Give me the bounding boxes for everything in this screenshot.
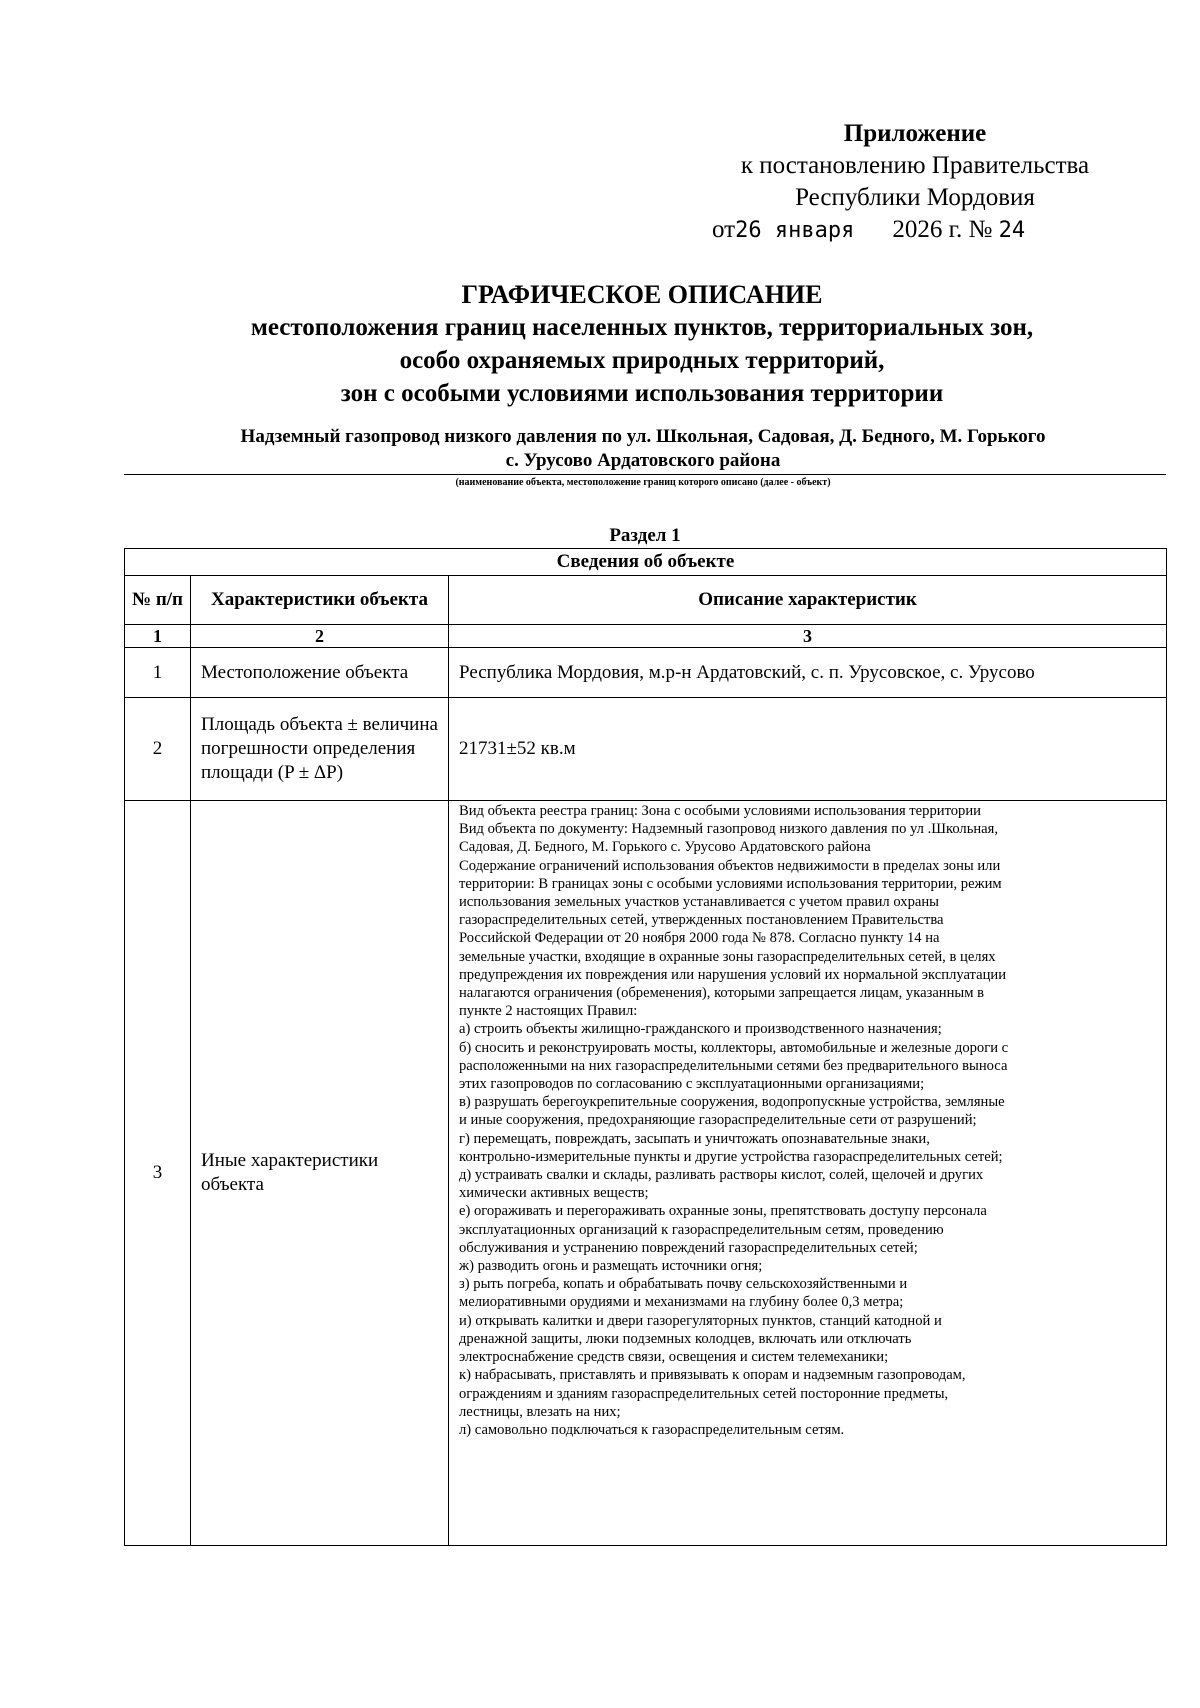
section-title: Раздел 1 [609,525,681,546]
description-line: Вид объекта реестра границ: Зона с особыми условиями использования территории [459,803,981,819]
description-line: ж) разводить огонь и размещать источники огня; [459,1258,763,1275]
description-line: ограждениям и зданиям газораспределительных сетей посторонние предметы, [459,1385,949,1402]
annex-block [700,118,1130,247]
table-row [125,648,1167,698]
description-line: а) строить объекты жилищно-гражданского и производственного назначения; [459,1021,942,1038]
header-characteristic: Характеристики объекта [191,576,449,625]
object-name [120,425,1166,473]
header-number: № п/п [125,576,191,625]
object-name-line-1: Надземный газопровод низкого давления по ул. Школьная, Садовая, Д. Бедного, М. Горького [240,426,1046,447]
heading-title: ГРАФИЧЕСКОЕ ОПИСАНИЕ [461,280,823,309]
description-line: и иные сооружения, предохраняющие газораспределительные сети от разрушений; [459,1112,977,1129]
index-cell: 1 [125,625,191,648]
table-caption: Сведения об объекте [125,549,1167,576]
description-line: эксплуатационных организаций к газораспределительным сетям, проведению [459,1221,944,1238]
description-line: территории: В границах зоны с особыми условиями использования территории, режим [459,875,1002,892]
row-characteristic: Иные характеристики объекта [191,801,449,1546]
heading-sub-1: местоположения границ населенных пунктов, территориальных зон, [250,314,1034,341]
annex-number-typed: 24 [998,218,1026,243]
heading-sub-2: особо охраняемых природных территорий, [399,347,885,374]
description-line: в) разрушать берегоукрепительные сооружения, водопропускные устройства, земляные [459,1094,1005,1111]
object-info-table [124,548,1167,1546]
description-line: предупреждения их повреждения или нарушения условий их нормальной эксплуатации [459,966,1007,983]
description-line: л) самовольно подключаться к газораспределительным сетям. [459,1421,845,1438]
row-number: 1 [125,648,191,698]
description-line: Вид объекта по документу: Надземный газопровод низкого давления по ул .Школьная, [459,821,999,838]
index-cell: 3 [449,625,1167,648]
row-characteristic: Местоположение объекта [191,648,449,698]
heading-sub-3: зон с особыми условиями использования территории [340,380,944,407]
table-header-row [125,576,1167,625]
row-description: Республика Мордовия, м.р-н Ардатовский, с. п. Урусовское, с. Урусово [449,648,1167,698]
description-line: земельные участки, входящие в охранные зоны газораспределительных сетей, в целях [459,948,996,965]
description-line: электроснабжение средств связи, освещения и систем телемеханики; [459,1349,889,1366]
row-description-long [449,801,1167,1546]
description-line: г) перемещать, повреждать, засыпать и уничтожать опознавательные знаки, [459,1130,930,1147]
description-line: химически активных веществ; [459,1185,649,1202]
annex-date-line [700,214,1130,247]
description-line: дренажной защиты, люки подземных колодцев, включать или отключать [459,1330,912,1347]
table-caption-row [125,549,1167,576]
description-line: обслуживания и устранению повреждений газораспределительных сетей; [459,1239,918,1256]
description-line: б) сносить и реконструировать мосты, коллекторы, автомобильные и железные дороги с [459,1039,1009,1056]
description-line: контрольно-измерительные пункты и другие устройства газораспределительных сетей; [459,1148,1003,1165]
annex-date-typed: 26 января [735,218,855,243]
description-line: Российской Федерации от 20 ноября 2000 года № 878. Согласно пункту 14 на [459,930,940,947]
table-row [125,801,1167,1546]
annex-year: 2026 г. № [892,216,993,243]
document-heading [0,278,1200,410]
description-line: и) открывать калитки и двери газорегуляторных пунктов, станций катодной и [459,1312,942,1329]
description-line: этих газопроводов по согласованию с эксплуатационными организациями; [459,1076,925,1093]
description-line: д) устраивать свалки и склады, разливать растворы кислот, солей, щелочей и других [459,1167,984,1184]
table-index-row [125,625,1167,648]
description-line: расположенными на них газораспределительными сетями без предварительного выноса [459,1057,1008,1074]
description-line: пункте 2 настоящих Правил: [459,1003,638,1020]
row-characteristic: Площадь объекта ± величина погрешности определения площади (P ± ΔP) [191,698,449,801]
description-line: з) рыть погреба, копать и обрабатывать почву сельскохозяйственными и [459,1276,908,1293]
description-line: мелиоративными орудиями и механизмами на глубину более 0,3 метра; [459,1294,904,1311]
object-caption: (наименование объекта, местоположение границ которого описано (далее - объект) [455,477,831,488]
description-line: к) набрасывать, приставлять и привязывать к опорам и надземным газопроводам, [459,1367,966,1384]
index-cell: 2 [191,625,449,648]
description-line: Садовая, Д. Бедного, М. Горького с. Урусово Ардатовского района [459,839,871,856]
object-underline [124,474,1166,475]
header-description: Описание характеристик [449,576,1167,625]
row-number: 3 [125,801,191,1546]
description-line: е) огораживать и перегораживать охранные зоны, препятствовать доступу персонала [459,1203,987,1220]
row-description: 21731±52 кв.м [449,698,1167,801]
description-line: использования земельных участков устанавливается с учетом правил охраны [459,894,939,911]
table-row [125,698,1167,801]
row-number: 2 [125,698,191,801]
annex-from: от [712,216,736,243]
annex-line-1: к постановлению Правительства [740,152,1090,179]
annex-line-2: Республики Мордовия [795,184,1035,211]
description-line: газораспределительных сетей, утвержденных постановлением Правительства [459,912,944,929]
description-line: Содержание ограничений использования объектов недвижимости в пределах зоны или [459,857,1001,874]
annex-title: Приложение [843,120,987,147]
description-line: налагаются ограничения (обременения), которыми запрещается лицам, указанным в [459,985,985,1002]
description-line: лестницы, влезать на них; [459,1403,621,1420]
object-name-line-2: с. Урусово Ардатовского района [505,450,781,471]
